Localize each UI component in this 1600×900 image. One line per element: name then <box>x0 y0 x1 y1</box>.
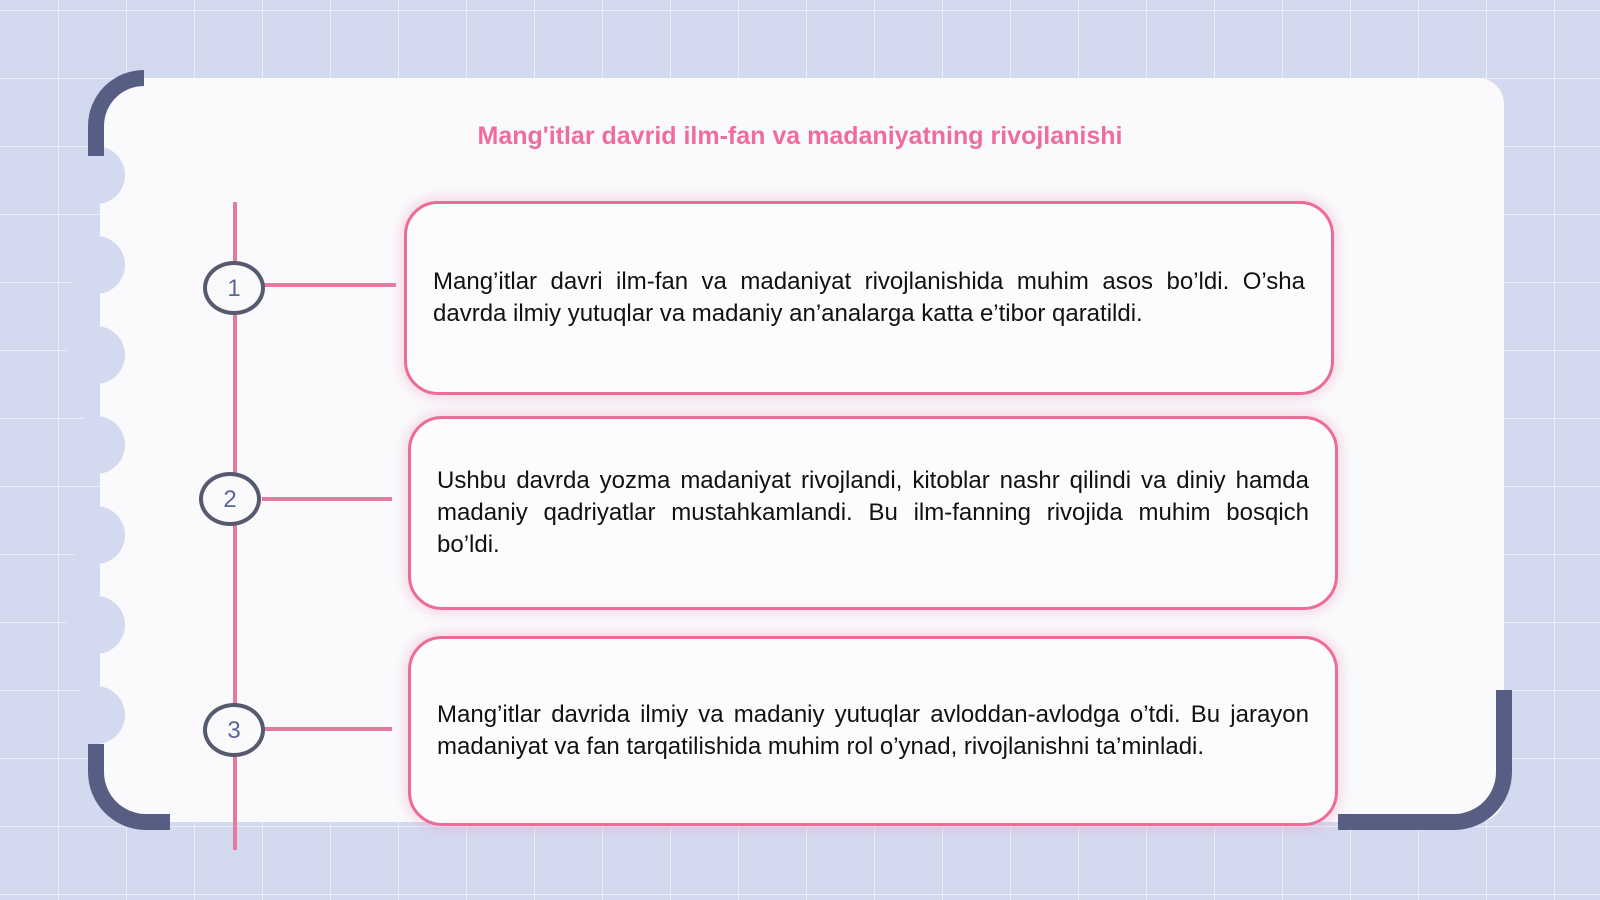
timeline-connector <box>262 497 392 501</box>
step-number-2: 2 <box>199 472 261 526</box>
timeline-connector <box>262 283 396 287</box>
step-number-1: 1 <box>203 261 265 315</box>
card-edge-scallop <box>67 416 125 474</box>
timeline-connector <box>262 727 392 731</box>
card-edge-scallop <box>67 326 125 384</box>
card-edge-scallop <box>67 596 125 654</box>
info-text-3: Mang’itlar davrida ilmiy va madaniy yutuqlar avloddan-avlodga o’tdi. Bu jarayon madaniyat va fan tarqatilishida muhim rol o’ynad, rivojlanishni ta’minladi. <box>437 701 1309 760</box>
slide-title: Mang'itlar davrid ilm-fan va madaniyatning rivojlanishi <box>477 122 1123 150</box>
info-text-2: Ushbu davrda yozma madaniyat rivojlandi, kitoblar nashr qilindi va diniy hamda madaniy qadriyatlar mustahkamlandi. Bu ilm-fanning rivojida muhim bosqich bo’ldi. <box>437 467 1309 558</box>
card-edge-scallop <box>67 686 125 744</box>
frame-corner-bottom-right <box>1338 690 1512 830</box>
card-edge-scallop <box>67 236 125 294</box>
frame-corner-bottom-left <box>88 744 170 830</box>
info-box-3 <box>408 636 1338 826</box>
step-number-3: 3 <box>203 703 265 757</box>
frame-corner-top-left <box>88 70 144 156</box>
card-edge-scallop <box>67 506 125 564</box>
info-text-1: Mang’itlar davri ilm-fan va madaniyat rivojlanishida muhim asos bo’ldi. O’sha davrda ilmiy yutuqlar va madaniy an’analarga katta e’tibor qaratildi. <box>433 268 1305 327</box>
info-box-1 <box>404 201 1334 395</box>
info-box-2 <box>408 416 1338 610</box>
